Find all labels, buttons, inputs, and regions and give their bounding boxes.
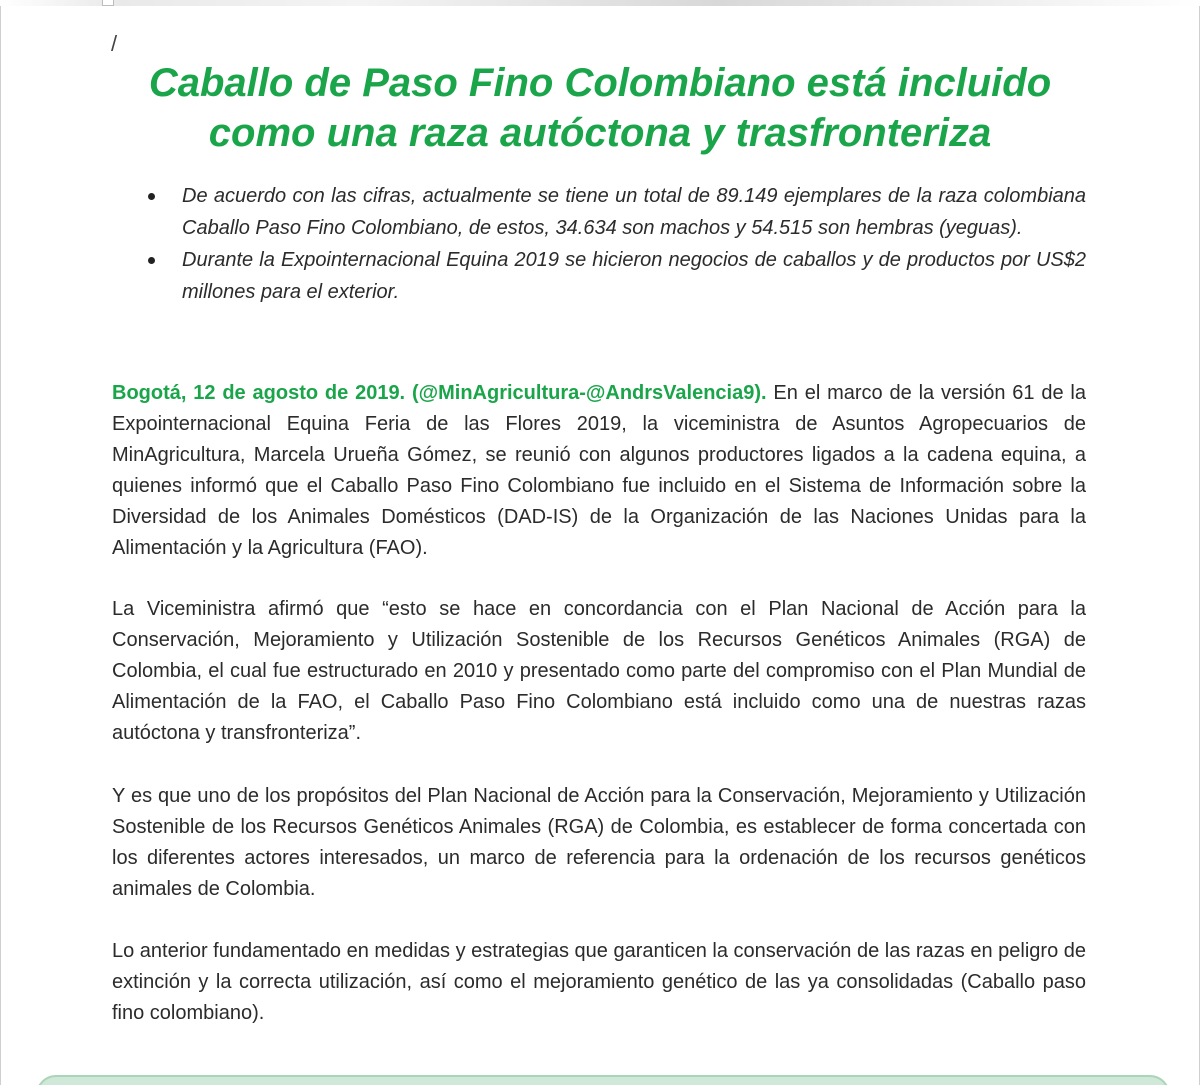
headline: Caballo de Paso Fino Colombiano está incluido como una raza autóctona y trasfronteriza: [148, 61, 1052, 155]
paragraph-2: La Viceministra afirmó que “esto se hace en concordancia con el Plan Nacional de Acción para la Conservación, Mejoramiento y Utilización Sostenible de los Recursos Genéticos Animales (RGA) de Colombia, el cual fue estructurado en 2010 y presentado como parte del compromiso con el Plan Mundial de Alimentación de la FAO, el Caballo Paso Fino Colombiano está incluido como una de nuestras razas autóctona y transfronteriza”.: [112, 598, 1086, 744]
bullet-icon: [148, 193, 155, 200]
paragraph-1-text: En el marco de la versión 61 de la Expointernacional Equina Feria de las Flores 2019, la viceministra de Asuntos Agropecuarios de MinAgricultura, Marcela Urueña Gómez, se reunió con algunos productores ligados a la cadena equina, a quienes informó que el Caballo Paso Fino Colombiano fue incluido en el Sistema de Información sobre la Diversidad de los Animales Domésticos (DAD-IS) de la Organización de las Naciones Unidas para la Alimentación y la Agricultura (FAO).: [112, 382, 1086, 559]
bullet-icon: [148, 257, 155, 264]
dateline: Bogotá, 12 de agosto de 2019. (@MinAgricultura-@AndrsValencia9).: [112, 382, 767, 404]
bottom-callout-box: [36, 1075, 1170, 1085]
highlight-item: [140, 244, 1086, 308]
highlight-text: De acuerdo con las cifras, actualmente se tiene un total de 89.149 ejemplares de la raza colombiana Caballo Paso Fino Colombiano, de estos, 34.634 son machos y 54.515 son hembras (yeguas).: [182, 185, 1086, 239]
paragraph-1: [112, 378, 1086, 564]
highlight-text: Durante la Expointernacional Equina 2019 se hicieron negocios de caballos y de productos por US$2 millones para el exterior.: [182, 249, 1086, 303]
highlights-list: [140, 180, 1086, 308]
text-marker: /: [111, 31, 118, 56]
highlight-item: [140, 180, 1086, 244]
paragraph-3: Y es que uno de los propósitos del Plan Nacional de Acción para la Conservación, Mejoramiento y Utilización Sostenible de los Recursos Genéticos Animales (RGA) de Colombia, es establecer de forma concertada con los diferentes actores interesados, un marco de referencia para la ordenación de los recursos genéticos animales de Colombia.: [112, 785, 1086, 900]
paragraph-4: Lo anterior fundamentado en medidas y estrategias que garanticen la conservación de las razas en peligro de extinción y la correcta utilización, así como el mejoramiento genético de las ya consolidadas (Caballo paso fino colombiano).: [112, 940, 1086, 1024]
